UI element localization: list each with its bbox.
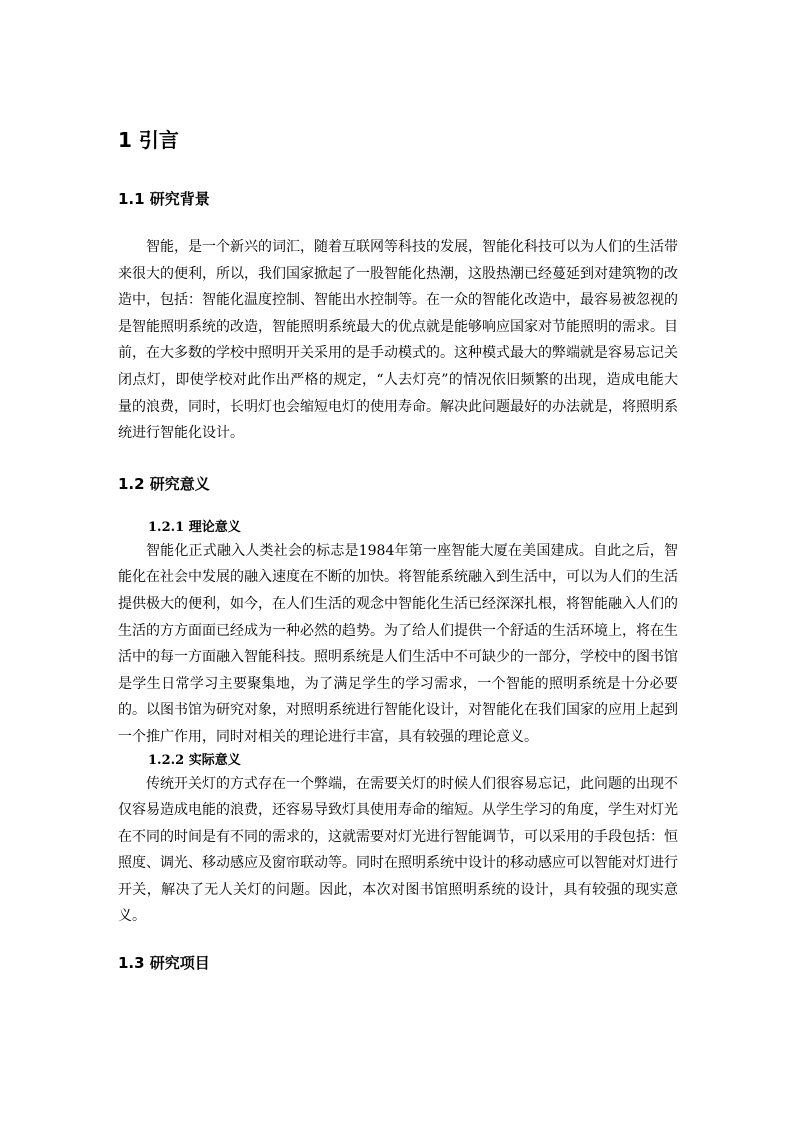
subsection-heading-practice: 1.2.2 实际意义 — [148, 752, 241, 768]
background-paragraph: 智能，是一个新兴的词汇，随着互联网等科技的发展，智能化科技可以为人们的生活带来很大的便利，所以，我们国家掀起了一股智能化热潮，这股热潮已经蔓延到对建筑物的改造中，包括：智能化温度控制、智能出水控制等。在一众的智能化改造中，最容易被忽视的是智能照明系统的改造，智能照明系统最大的优点就是能够响应国家对节能照明的需求。目前，在大多数的学校中照明开关采用的是手动模式的。这种模式最大的弊端就是容易忘记关闭点灯，即使学校对此作出严格的规定，“人去灯亮”的情况依旧频繁的出现，造成电能大量的浪费，同时，长明灯也会缩短电灯的使用寿命。解决此问题最好的办法就是，将照明系统进行智能化设计。 — [118, 239, 678, 442]
section-heading-significance: 1.2 研究意义 — [118, 474, 210, 493]
theory-paragraph: 智能化正式融入人类社会的标志是1984年第一座智能大厦在美国建成。自此之后，智能化在社会中发展的融入速度在不断的加快。将智能系统融入到生活中，可以为人们的生活提供极大的便利，如今，在人们生活的观念中智能化生活已经深深扎根，将智能融入人们的生活的方方面面已经成为一种必然的趋势。为了给人们提供一个舒适的生活环境上，将在生活中的每一方面融入智能科技。照明系统是人们生活中不可缺少的一部分，学校中的图书馆是学生日常学习主要聚集地，为了满足学生的学习需求，一个智能的照明系统是十分必要的。以图书馆为研究对象，对照明系统进行智能化设计，对智能化在我们国家的应用上起到一个推广作用，同时对相关的理论进行丰富，具有较强的理论意义。 — [118, 542, 678, 745]
subsection-heading-theory: 1.2.1 理论意义 — [148, 519, 241, 535]
section-heading-background: 1.1 研究背景 — [118, 190, 210, 208]
section-heading-project: 1.3 研究项目 — [118, 954, 210, 973]
page-content — [118, 126, 678, 973]
chapter-title: 1 引言 — [118, 128, 179, 152]
practice-paragraph: 传统开关灯的方式存在一个弊端，在需要关灯的时候人们很容易忘记，此问题的出现不仅容易造成电能的浪费，还容易导致灯具使用寿命的缩短。从学生学习的角度，学生对灯光在不同的时间是有不同的需求的，这就需要对灯光进行智能调节，可以采用的手段包括：恒照度、调光、移动感应及窗帘联动等。同时在照明系统中设计的移动感应可以智能对灯进行开关，解决了无人关灯的问题。因此，本次对图书馆照明系统的设计，具有较强的现实意义。 — [118, 775, 678, 925]
